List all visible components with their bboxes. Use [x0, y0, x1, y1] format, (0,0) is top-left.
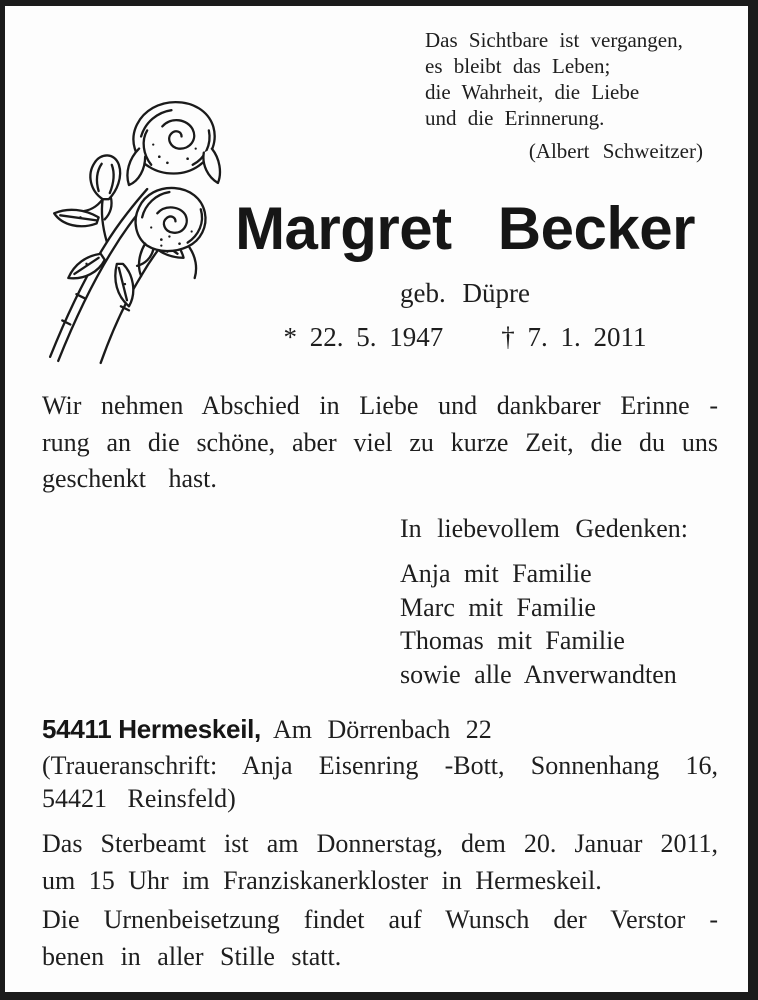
death-date: † 7. 1. 2011	[501, 322, 647, 352]
birth-date: * 22. 5. 1947	[283, 322, 444, 352]
frame-border-top	[0, 0, 758, 6]
rose-bloom-middle	[136, 188, 206, 251]
quote-line: es bleibt das Leben;	[425, 54, 611, 78]
quote-line: und die Erinnerung.	[425, 106, 605, 130]
farewell-paragraph	[42, 388, 718, 498]
address-city: 54411 Hermeskeil,	[42, 714, 261, 744]
mourning-address-line: 54421 Reinsfeld)	[42, 784, 236, 813]
frame-border-left	[0, 0, 5, 1000]
service-line: um 15 Uhr im Franziskanerkloster in Hermeskeil.	[42, 865, 602, 895]
life-dates	[225, 320, 705, 354]
frame-border-bottom	[0, 992, 758, 1000]
quote-line: Das Sichtbare ist vergangen,	[425, 28, 683, 52]
burial-paragraph	[42, 902, 718, 975]
address-line	[42, 712, 492, 747]
rose-bud	[90, 155, 120, 199]
mourner-line: Thomas mit Familie	[400, 626, 625, 655]
quote-attribution: (Albert Schweitzer)	[528, 139, 703, 163]
farewell-line: Wir nehmen Abschied in Liebe und dankbarer Erinne -	[42, 391, 718, 420]
deceased-name: Margret Becker	[235, 195, 695, 262]
farewell-line: geschenkt hast.	[42, 464, 217, 493]
mourner-line: Anja mit Familie	[400, 559, 592, 588]
mourner-line: sowie alle Anverwandten	[400, 659, 677, 689]
farewell-line: rung an die schöne, aber viel zu kurze Zeit, die du uns	[42, 427, 718, 457]
mourner-line: Marc mit Familie	[400, 592, 596, 622]
address-street: Am Dörrenbach 22	[272, 715, 492, 744]
burial-line: benen in aller Stille statt.	[42, 941, 342, 971]
frame-border-right	[748, 0, 758, 1000]
service-paragraph	[42, 826, 718, 899]
rose-illustration	[40, 92, 222, 370]
mourners-list	[400, 557, 677, 691]
maiden-name: geb. Düpre	[400, 278, 530, 308]
remembrance-heading: In liebevollem Gedenken:	[400, 514, 689, 543]
quote-line: die Wahrheit, die Liebe	[425, 80, 640, 104]
service-line: Das Sterbeamt ist am Donnerstag, dem 20. Januar 2011,	[42, 829, 718, 858]
opening-quote	[425, 27, 707, 164]
burial-line: Die Urnenbeisetzung findet auf Wunsch der Verstor -	[42, 905, 718, 934]
mourning-address-line: (Traueranschrift: Anja Eisenring -Bott, Sonnenhang 16,	[42, 751, 718, 780]
